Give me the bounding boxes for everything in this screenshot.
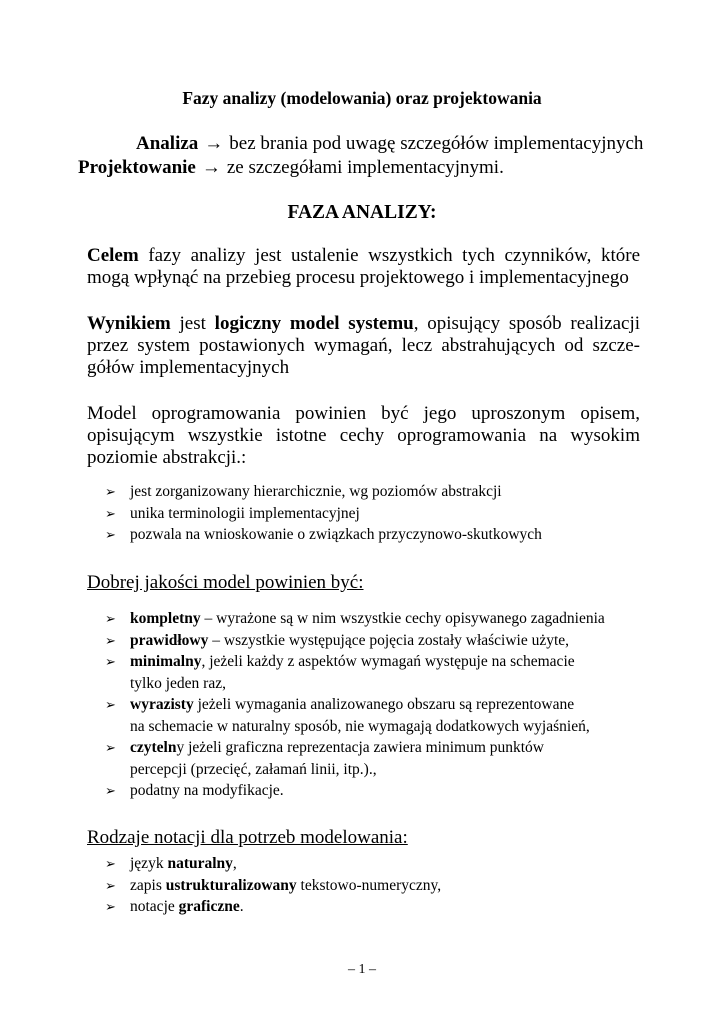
subheading-notations: Rodzaje notacji dla potrzeb modelowania:	[87, 827, 408, 848]
model-traits-list	[105, 481, 542, 546]
quality-list	[105, 608, 605, 802]
arrow-bullet-icon: ➢	[105, 856, 116, 871]
list-item-bold: naturalny	[167, 855, 233, 872]
list-item-bold: prawidłowy	[130, 631, 209, 649]
list-item-bold: minimalny	[130, 653, 202, 670]
notations-list	[105, 853, 441, 918]
paragraph-model: Model oprogramowania powinien być jego uproszonym opisem, opisującym wszystkie istotne cechy oprogramowania na wysokim poziomie abstrakcji.:	[87, 403, 640, 468]
list-item-bold: kompletny	[130, 610, 201, 627]
list-item-text: – wyrażone są w nim wszystkie cechy opisywanego zagadnienia	[200, 610, 605, 627]
paragraph-text: fazy analizy jest ustalenie wszystkich tych czynników, które mogą wpłynąć na przebieg procesu projektowego i implementacyjnego	[87, 245, 640, 288]
list-item-text-continued: percepcji (przecięć, załamań linii, itp.).,	[130, 760, 377, 778]
definition-term: Analiza	[136, 133, 199, 154]
list-item-text: , jeżeli każdy z aspektów wymagań występuje na schemacie	[201, 653, 575, 670]
list-item-text-continued: tylko jeden raz,	[130, 674, 226, 692]
paragraph-text: , opisujący sposób realizacji przez system postawionych wymagań, lecz abstrahujących od szcze-gółów implementacyjnych	[87, 313, 641, 378]
list-item-text: – wszystkie występujące pojęcia zostały właściwie użyte,	[208, 631, 570, 649]
arrow-bullet-icon: ➢	[105, 899, 116, 914]
arrow-bullet-icon: ➢	[105, 527, 116, 542]
page-title: Fazy analizy (modelowania) oraz projektowania	[182, 88, 542, 108]
arrow-bullet-icon: ➢	[105, 877, 116, 893]
arrow-bullet-icon: ➢	[105, 654, 116, 669]
list-item	[105, 694, 605, 737]
arrow-bullet-icon: ➢	[105, 632, 116, 648]
list-item-bold: wyrazisty	[130, 696, 194, 713]
definition-desc: ze szczegółami implementacyjnymi.	[226, 157, 504, 178]
list-item-bold: ustrukturalizowany	[165, 876, 297, 894]
list-item-text: notacje	[130, 898, 179, 915]
arrow-bullet-icon: ➢	[105, 611, 116, 626]
list-item	[105, 524, 542, 546]
list-item	[105, 651, 605, 694]
list-item-text: y jeżeli graficzna reprezentacja zawiera minimum punktów	[176, 739, 544, 756]
list-item	[105, 896, 441, 918]
paragraph-text: jest	[170, 313, 215, 334]
list-item-text: tekstowo-numeryczny,	[296, 876, 442, 894]
arrow-right-icon: →	[201, 157, 221, 178]
list-item-text: pozwala na wnioskowanie o związkach przyczynowo-skutkowych	[130, 526, 542, 543]
arrow-bullet-icon: ➢	[105, 740, 116, 755]
definition-term: Projektowanie	[78, 157, 196, 178]
list-item-text: zapis	[130, 876, 166, 894]
arrow-bullet-icon: ➢	[105, 505, 116, 521]
list-item-text: podatny na modyfikacje.	[130, 782, 284, 799]
list-item	[105, 853, 441, 875]
definition-analiza	[136, 133, 643, 155]
list-item-text: język	[130, 855, 168, 872]
list-item	[105, 780, 605, 802]
list-item-text: jeżeli wymagania analizowanego obszaru są reprezentowane	[193, 696, 575, 713]
paragraph-goal	[87, 245, 640, 289]
list-item	[105, 737, 605, 780]
list-item	[105, 608, 605, 630]
list-item-text: .	[239, 898, 244, 915]
definition-desc: bez brania pod uwagę szczegółów implementacyjnych	[229, 133, 644, 154]
list-item	[105, 503, 542, 525]
list-item-text: ,	[232, 855, 237, 872]
definition-projektowanie	[78, 157, 504, 179]
list-item-bold: graficzne	[178, 898, 240, 915]
arrow-bullet-icon: ➢	[105, 697, 116, 712]
paragraph-bold: Wynikiem	[87, 313, 171, 334]
list-item-text: unika terminologii implementacyjnej	[130, 504, 360, 522]
section-heading: FAZA ANALIZY:	[287, 202, 437, 223]
paragraph-bold: Celem	[87, 245, 139, 266]
arrow-bullet-icon: ➢	[105, 783, 116, 798]
list-item-text-continued: na schemacie w naturalny sposób, nie wymagają dodatkowych wyjaśnień,	[130, 717, 590, 735]
arrow-right-icon: →	[204, 133, 224, 154]
subheading-quality: Dobrej jakości model powinien być:	[87, 572, 364, 593]
page-number: – 1 –	[348, 962, 376, 977]
list-item-bold: czyteln	[130, 739, 177, 756]
list-item	[105, 481, 542, 503]
arrow-bullet-icon: ➢	[105, 484, 116, 499]
list-item	[105, 875, 441, 897]
list-item-text: jest zorganizowany hierarchicznie, wg poziomów abstrakcji	[130, 483, 502, 500]
list-item	[105, 630, 605, 652]
paragraph-bold: logiczny model systemu	[214, 313, 414, 334]
paragraph-result	[87, 313, 640, 379]
